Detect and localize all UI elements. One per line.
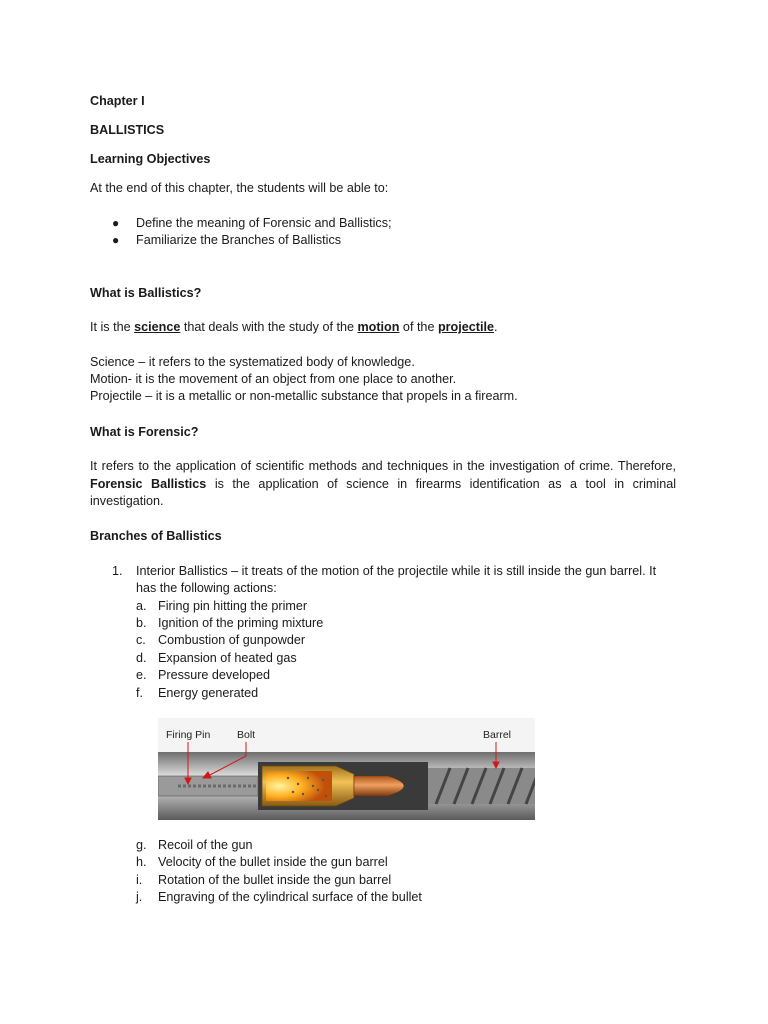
objective-item: Familiarize the Branches of Ballistics (136, 233, 342, 247)
list-letter: j. (136, 890, 143, 904)
label-firing-pin: Firing Pin (166, 729, 211, 741)
list-number: 1. (112, 564, 123, 578)
term-projectile-definition: Projectile – it is a metallic or non-metallic substance that propels in a firearm. (90, 389, 518, 403)
objectives-heading: Learning Objectives (90, 152, 211, 166)
forensic-text: It refers to the application of scientific methods and techniques in the investigation of crime. Therefore, (90, 459, 676, 473)
action-item: Velocity of the bullet inside the gun barrel (158, 855, 388, 869)
action-item: Pressure developed (158, 668, 271, 682)
branches-heading: Branches of Ballistics (90, 529, 222, 543)
bullet-icon: ● (112, 216, 120, 230)
interior-ballistics-line1: Interior Ballistics – it treats of the motion of the projectile while it is still inside the gun barrel. It (136, 564, 657, 578)
objective-item: Define the meaning of Forensic and Ballistics; (136, 216, 392, 230)
term-science: science (134, 320, 181, 334)
action-item: Recoil of the gun (158, 838, 253, 852)
list-letter: b. (136, 616, 147, 630)
action-item: Rotation of the bullet inside the gun barrel (158, 873, 392, 887)
forensic-paragraph (90, 458, 676, 511)
action-item: Ignition of the priming mixture (158, 616, 324, 630)
action-item: Energy generated (158, 686, 259, 700)
list-letter: h. (136, 855, 147, 869)
interior-ballistics-line2: has the following actions: (136, 581, 277, 595)
forensic-text: is the application of science in firearms identification as a tool in criminal investigation. (90, 476, 677, 508)
list-letter: a. (136, 599, 147, 613)
list-letter: i. (136, 873, 143, 887)
term-science-definition: Science – it refers to the systematized body of knowledge. (90, 355, 415, 369)
cartridge-chamber-illustration (158, 718, 535, 820)
chapter-label: Chapter I (90, 94, 145, 108)
definition-text: that deals with the study of the (180, 320, 358, 334)
chapter-title: BALLISTICS (90, 123, 165, 137)
label-barrel: Barrel (483, 729, 512, 741)
list-letter: g. (136, 838, 147, 852)
definition-text: It is the (90, 320, 135, 334)
forensic-heading: What is Forensic? (90, 425, 199, 439)
label-bolt: Bolt (237, 729, 256, 741)
objectives-intro: At the end of this chapter, the students will be able to: (90, 181, 389, 195)
action-item: Expansion of heated gas (158, 651, 297, 665)
ballistics-definition (90, 319, 497, 336)
forensic-ballistics-term: Forensic Ballistics (90, 476, 207, 491)
action-item: Firing pin hitting the primer (158, 599, 308, 613)
action-item: Engraving of the cylindrical surface of the bullet (158, 890, 422, 904)
list-letter: f. (136, 686, 143, 700)
list-letter: c. (136, 633, 146, 647)
list-letter: d. (136, 651, 147, 665)
bullet-icon: ● (112, 233, 120, 247)
term-motion: motion (357, 320, 400, 334)
definition-text: of the (399, 320, 438, 334)
ballistics-heading: What is Ballistics? (90, 286, 202, 300)
list-letter: e. (136, 668, 147, 682)
action-item: Combustion of gunpowder (158, 633, 306, 647)
term-motion-definition: Motion- it is the movement of an object from one place to another. (90, 372, 457, 386)
definition-text: . (493, 320, 498, 334)
term-projectile: projectile (437, 320, 494, 334)
